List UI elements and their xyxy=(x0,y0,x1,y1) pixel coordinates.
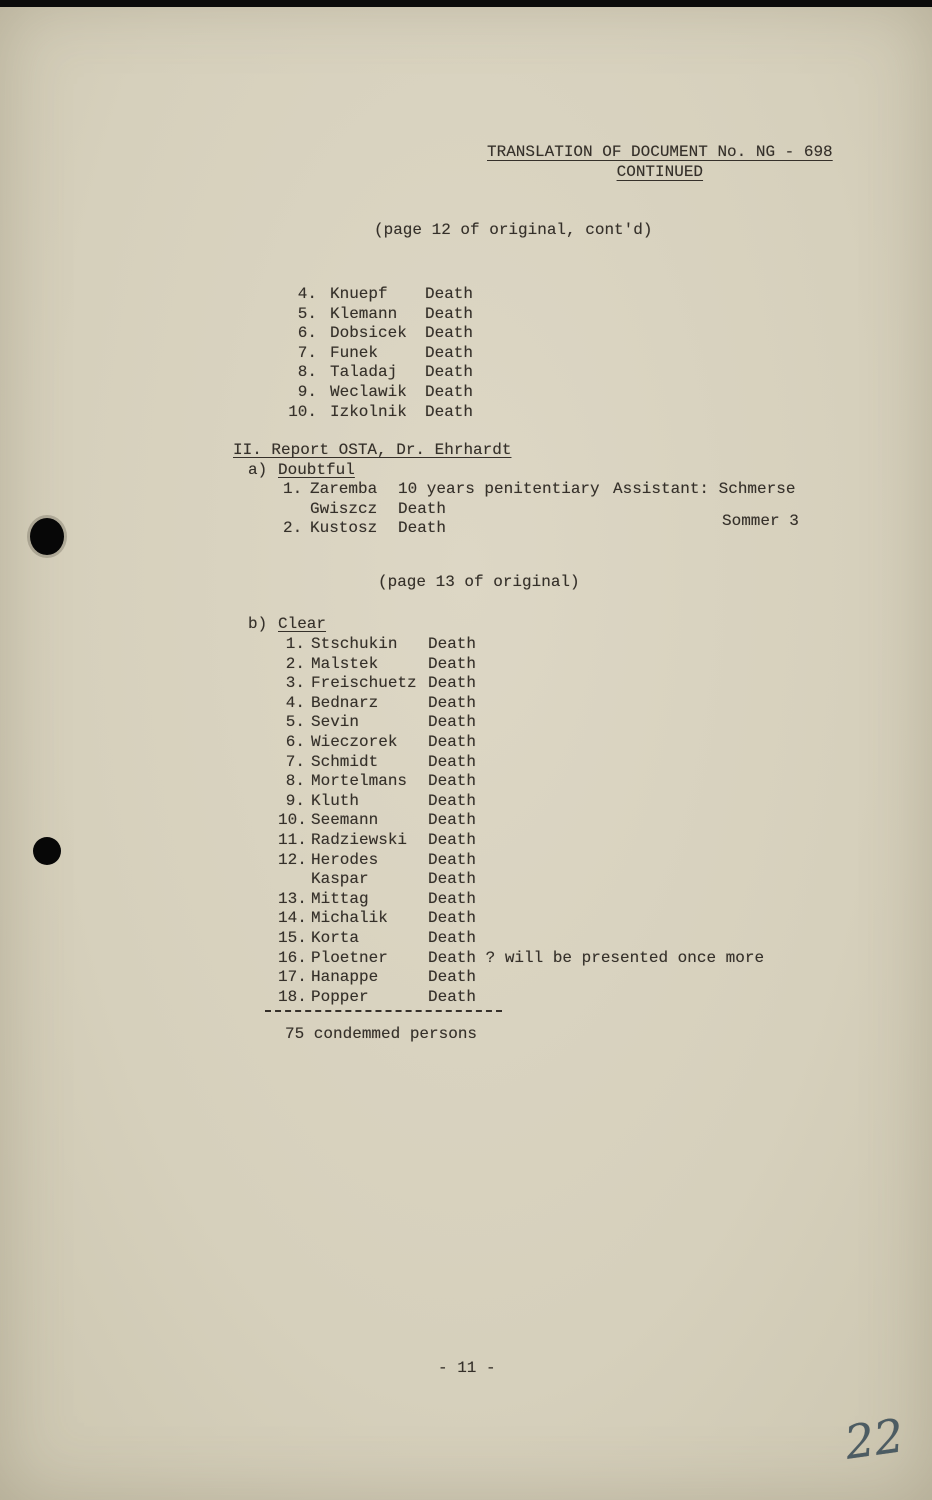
row-verdict: Death xyxy=(425,402,474,421)
margin-note-sommer: Sommer 3 xyxy=(722,512,799,530)
row-number: 7. xyxy=(297,343,317,362)
doc-header xyxy=(487,142,833,182)
list-row xyxy=(283,519,795,539)
list-row xyxy=(278,929,764,949)
row-number: 5. xyxy=(297,304,317,323)
row-number: 2. xyxy=(283,519,303,538)
row-number: 8. xyxy=(285,772,305,791)
subsection-a-label: a) xyxy=(248,461,268,479)
page-number: - 11 - xyxy=(438,1359,496,1377)
row-verdict: Death xyxy=(428,693,477,712)
row-number: 15. xyxy=(278,928,307,947)
row-name: Knuepf xyxy=(330,285,388,303)
list-row xyxy=(278,772,764,792)
list-row xyxy=(283,480,795,500)
header-title: TRANSLATION OF DOCUMENT No. NG - 698 xyxy=(487,143,833,161)
list-row xyxy=(284,363,473,383)
row-name: Kluth xyxy=(311,791,360,810)
page12-caption: (page 12 of original, cont'd) xyxy=(374,221,653,239)
row-number: 1. xyxy=(283,480,303,498)
row-verdict: Death xyxy=(428,811,477,830)
list-row xyxy=(284,324,473,344)
list-row xyxy=(278,792,764,812)
row-number: 3. xyxy=(285,674,305,693)
hole-punch-bottom xyxy=(33,837,61,865)
list-row xyxy=(278,831,764,851)
subsection-b-title: Clear xyxy=(278,615,327,633)
row-name: Michalik xyxy=(311,909,388,928)
verdict-list-page12 xyxy=(284,285,473,422)
list-row xyxy=(278,870,764,890)
row-name: Radziewski xyxy=(311,830,408,849)
list-row xyxy=(283,500,795,520)
list-row xyxy=(278,949,764,969)
row-verdict: Death xyxy=(428,713,477,732)
row-name: Klemann xyxy=(330,304,398,323)
row-verdict: Death xyxy=(398,499,447,518)
row-number: 9. xyxy=(297,382,317,401)
row-number: 10. xyxy=(288,402,317,421)
list-row xyxy=(284,305,473,325)
header-continued: CONTINUED xyxy=(616,163,704,181)
row-verdict: Death xyxy=(425,324,474,343)
row-name: Seemann xyxy=(311,811,379,830)
row-verdict: Death xyxy=(425,285,474,303)
row-verdict: Death xyxy=(398,519,447,538)
list-row xyxy=(278,988,764,1008)
row-name: Freischuetz xyxy=(311,674,417,693)
list-row xyxy=(284,383,473,403)
row-number: 12. xyxy=(278,850,307,869)
list-row xyxy=(284,285,473,305)
list-row xyxy=(278,694,764,714)
row-number: 8. xyxy=(297,363,317,382)
subsection-b xyxy=(248,615,326,633)
row-number: 7. xyxy=(285,752,305,771)
list-row xyxy=(278,674,764,694)
page13-caption: (page 13 of original) xyxy=(378,573,580,591)
row-number: 6. xyxy=(297,324,317,343)
row-verdict: Death xyxy=(428,987,477,1006)
row-number: 4. xyxy=(297,285,317,303)
row-verdict: Death xyxy=(428,909,477,928)
row-verdict: Death xyxy=(425,363,474,382)
list-row xyxy=(278,635,764,655)
row-verdict: 10 years penitentiary xyxy=(398,480,600,498)
row-name: Wieczorek xyxy=(311,732,398,751)
subsection-a xyxy=(248,461,355,479)
row-name: Sevin xyxy=(311,713,360,732)
row-name: Mortelmans xyxy=(311,772,408,791)
row-name: Korta xyxy=(311,928,360,947)
row-verdict: Death xyxy=(428,654,477,673)
scan-top-edge xyxy=(0,0,932,7)
list-divider xyxy=(265,1010,502,1012)
list-row xyxy=(278,733,764,753)
row-number: 6. xyxy=(285,732,305,751)
row-verdict: Death xyxy=(428,791,477,810)
verdict-list-page13 xyxy=(278,635,764,1007)
doubtful-list xyxy=(283,480,795,539)
row-verdict: Death xyxy=(428,830,477,849)
row-name: Mittag xyxy=(311,889,369,908)
list-row xyxy=(278,890,764,910)
row-verdict: Death xyxy=(428,674,477,693)
row-number: 11. xyxy=(278,830,307,849)
row-number: 13. xyxy=(278,889,307,908)
list-row xyxy=(278,753,764,773)
row-number: 4. xyxy=(285,693,305,712)
row-number: 5. xyxy=(285,713,305,732)
row-verdict: Death xyxy=(428,928,477,947)
row-name: Funek xyxy=(330,343,379,362)
row-name: Kustosz xyxy=(310,519,378,538)
row-verdict: Death xyxy=(428,968,477,987)
hole-punch-top xyxy=(30,518,64,555)
subsection-b-label: b) xyxy=(248,615,268,633)
row-number: 1. xyxy=(285,635,305,653)
summary-line: 75 condemmed persons xyxy=(285,1025,478,1043)
list-row xyxy=(278,909,764,929)
row-name: Bednarz xyxy=(311,693,379,712)
list-row xyxy=(284,403,473,423)
row-number: 17. xyxy=(278,968,307,987)
row-number: 2. xyxy=(285,654,305,673)
row-note: Assistant: Schmerse xyxy=(613,480,796,498)
list-row xyxy=(278,811,764,831)
row-verdict: Death xyxy=(428,772,477,791)
row-verdict: Death ? will be presented once more xyxy=(428,948,765,967)
row-number: 10. xyxy=(278,811,307,830)
row-name: Zaremba xyxy=(310,480,378,498)
row-number: 18. xyxy=(278,987,307,1006)
row-name: Stschukin xyxy=(311,635,398,653)
section-ii-heading: II. Report OSTA, Dr. Ehrhardt xyxy=(233,441,512,459)
row-verdict: Death xyxy=(425,382,474,401)
row-name: Weclawik xyxy=(330,382,407,401)
list-row xyxy=(278,655,764,675)
row-name: Malstek xyxy=(311,654,379,673)
row-number: 16. xyxy=(278,948,307,967)
row-number: 9. xyxy=(285,791,305,810)
row-verdict: Death xyxy=(428,850,477,869)
list-row xyxy=(278,713,764,733)
list-row xyxy=(278,968,764,988)
row-verdict: Death xyxy=(425,343,474,362)
row-verdict: Death xyxy=(428,752,477,771)
row-verdict: Death xyxy=(428,889,477,908)
subsection-a-title: Doubtful xyxy=(278,461,355,479)
row-name: Izkolnik xyxy=(330,402,407,421)
list-row xyxy=(284,344,473,364)
row-name: Ploetner xyxy=(311,948,388,967)
row-number: 14. xyxy=(278,909,307,928)
row-name: Herodes xyxy=(311,850,379,869)
row-name: Kaspar xyxy=(311,870,369,889)
row-name: Popper xyxy=(311,987,369,1006)
row-name: Schmidt xyxy=(311,752,379,771)
row-verdict: Death xyxy=(428,870,477,889)
handwritten-page-number: 22 xyxy=(841,1408,908,1470)
row-verdict: Death xyxy=(428,732,477,751)
row-verdict: Death xyxy=(425,304,474,323)
row-name: Taladaj xyxy=(330,363,398,382)
row-name: Gwiszcz xyxy=(310,499,378,518)
list-row xyxy=(278,851,764,871)
row-name: Hanappe xyxy=(311,968,379,987)
row-verdict: Death xyxy=(428,635,477,653)
row-name: Dobsicek xyxy=(330,324,407,343)
